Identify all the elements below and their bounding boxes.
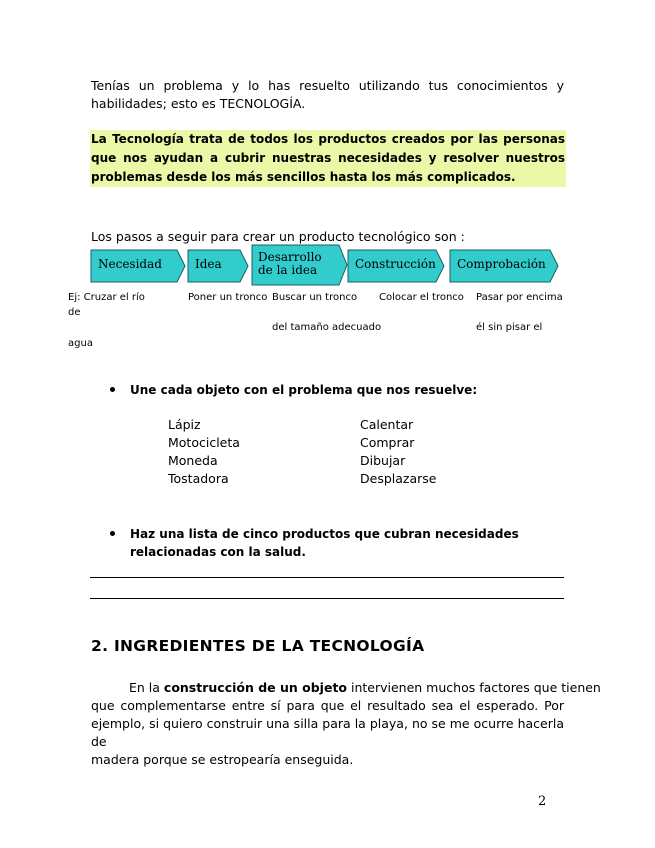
object-item: Tostadora bbox=[168, 471, 229, 486]
problem-item: Desplazarse bbox=[360, 471, 437, 486]
bullet-icon bbox=[110, 387, 115, 392]
definition-box: La Tecnología trata de todos los productos creados por las personas que nos ayudan a cubrir nuestras necesidades y resolver nuestros problemas desde los más sencillos hasta los más complicados. bbox=[90, 130, 566, 187]
intro-paragraph: Tenías un problema y lo has resuelto utilizando tus conocimientos y habilidades; esto es TECNOLOGÍA. bbox=[91, 78, 564, 111]
exercise2-instruction-line2: relacionadas con la salud. bbox=[130, 545, 306, 559]
step-label-desarrollo-1: Desarrollo bbox=[258, 250, 322, 264]
section2-line2: que complementarse entre sí para que el resultado sea el esperado. Por bbox=[91, 698, 564, 713]
answer-line[interactable] bbox=[90, 598, 564, 599]
section2-rest: intervienen muchos factores que tienen bbox=[347, 680, 601, 695]
example-construccion: Colocar el tronco bbox=[379, 292, 464, 303]
problem-item: Dibujar bbox=[360, 453, 406, 468]
object-item: Lápiz bbox=[168, 417, 201, 432]
process-diagram bbox=[0, 0, 655, 300]
object-item: Motocicleta bbox=[168, 435, 240, 450]
answer-line[interactable] bbox=[90, 577, 564, 578]
step-label-idea: Idea bbox=[195, 257, 222, 271]
section2-line4: madera porque se estropearía enseguida. bbox=[91, 752, 354, 767]
step-label-comprobacion: Comprobación bbox=[457, 257, 546, 271]
step-label-necesidad: Necesidad bbox=[98, 257, 162, 271]
section2-line3: ejemplo, si quiero construir una silla para la playa, no se me ocurre hacerla de bbox=[91, 716, 564, 749]
example-desarrollo-2: del tamaño adecuado bbox=[272, 322, 382, 333]
example-ej-line3: agua bbox=[68, 338, 93, 349]
problem-item: Comprar bbox=[360, 435, 415, 450]
example-desarrollo-1: Buscar un tronco bbox=[272, 292, 358, 303]
section2-bold-term: construcción de un objeto bbox=[163, 680, 348, 695]
section2-paragraph bbox=[91, 679, 601, 769]
exercise1-instruction: Une cada objeto con el problema que nos resuelve: bbox=[130, 383, 478, 397]
problem-item: Calentar bbox=[360, 417, 414, 432]
steps-intro: Los pasos a seguir para crear un producto tecnológico son : bbox=[91, 229, 465, 244]
example-comprobacion-1: Pasar por encima bbox=[476, 292, 563, 303]
page-number: 2 bbox=[538, 794, 547, 809]
exercise2-instruction-line1: Haz una lista de cinco productos que cubran necesidades bbox=[130, 527, 519, 541]
section2-line1 bbox=[91, 679, 601, 697]
example-idea: Poner un tronco bbox=[188, 292, 268, 303]
section-heading: 2. INGREDIENTES DE LA TECNOLOGÍA bbox=[91, 637, 425, 655]
step-label-desarrollo-2: de la idea bbox=[258, 263, 318, 277]
example-ej-line1: Ej: Cruzar el río bbox=[68, 292, 145, 303]
section2-prefix: En la bbox=[129, 680, 164, 695]
step-label-construccion: Construcción bbox=[355, 257, 436, 271]
bullet-icon bbox=[110, 531, 115, 536]
example-comprobacion-2: él sin pisar el bbox=[476, 322, 543, 333]
object-item: Moneda bbox=[168, 453, 218, 468]
example-ej-line2: de bbox=[68, 307, 81, 318]
